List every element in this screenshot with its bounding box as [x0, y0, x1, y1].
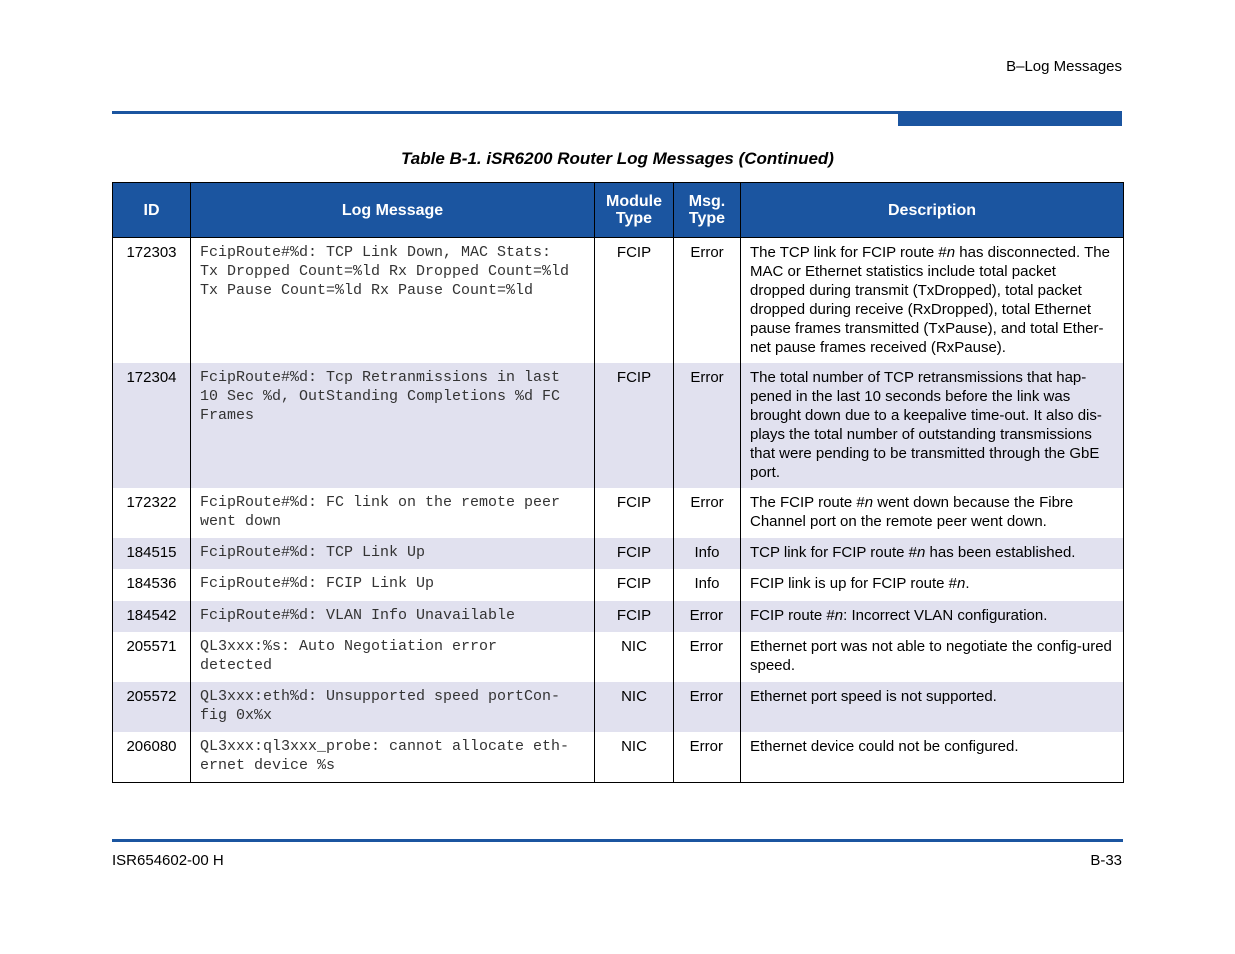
log-message-line: FcipRoute#%d: TCP Link Up	[200, 544, 426, 561]
msg-type: Error	[674, 601, 741, 632]
msg-type: Info	[674, 538, 741, 569]
table-title: Table B-1. iSR6200 Router Log Messages (Continued)	[401, 149, 834, 168]
description-text: TCP link for FCIP route #	[750, 544, 918, 561]
description-text: : Incorrect VLAN configuration.	[843, 607, 1048, 624]
log-message-line: FcipRoute#%d: TCP Link Down, MAC Stats:	[200, 244, 552, 261]
message-id: 184542	[113, 601, 191, 632]
message-id: 172303	[113, 238, 191, 364]
table-row	[113, 569, 1124, 601]
description-variable: n	[946, 244, 956, 261]
description	[741, 238, 1124, 364]
footer-rule	[112, 839, 1123, 842]
msg-type: Error	[674, 682, 741, 732]
log-message-line: fig 0x%x	[200, 707, 273, 724]
log-message-line: FcipRoute#%d: Tcp Retranmissions in last	[200, 369, 561, 386]
description-text: The FCIP route #	[750, 494, 865, 511]
message-id: 205572	[113, 682, 191, 732]
log-message-line: Tx Pause Count=%ld Rx Pause Count=%ld	[200, 282, 534, 299]
module-type: FCIP	[595, 238, 674, 364]
log-message-line: FcipRoute#%d: FCIP Link Up	[200, 575, 435, 592]
description-variable: n	[957, 575, 966, 592]
description-text: The TCP link for FCIP route #	[750, 244, 947, 261]
log-message-line: 10 Sec %d, OutStanding Completions %d FC	[200, 388, 561, 405]
msg-type: Error	[674, 363, 741, 488]
description-text: Ethernet device could not be configured.	[750, 738, 1019, 755]
log-message-line: QL3xxx:eth%d: Unsupported speed portCon-	[200, 688, 561, 705]
module-type: NIC	[595, 682, 674, 732]
description-variable: n	[864, 494, 874, 511]
msg-type: Error	[674, 632, 741, 682]
header-rule-accent	[898, 111, 1122, 126]
log-message	[191, 732, 595, 782]
log-message-line: QL3xxx:ql3xxx_probe: cannot allocate eth-	[200, 738, 570, 755]
log-message	[191, 569, 595, 601]
description	[741, 488, 1124, 538]
log-messages-table	[112, 182, 1124, 783]
table-row	[113, 363, 1124, 488]
log-message	[191, 538, 595, 569]
description-text: The total number of TCP retransmissions that hap-pened in the last 10 seconds before the link was brought down due to a keepalive time-out. It also dis-plays the total number of outstanding transmissions that were pending to be transmitted through the GbE port.	[750, 369, 1102, 481]
document-id: ISR654602-00 H	[112, 852, 224, 869]
module-header-line-2: Type	[615, 210, 653, 227]
description	[741, 682, 1124, 732]
msg-type: Info	[674, 569, 741, 601]
description	[741, 632, 1124, 682]
description-text: Ethernet port speed is not supported.	[750, 688, 997, 705]
description	[741, 732, 1124, 782]
log-message	[191, 682, 595, 732]
column-header-id: ID	[113, 183, 191, 238]
page-number: B-33	[1090, 852, 1122, 869]
module-type: FCIP	[595, 538, 674, 569]
msgtype-header-line-2: Type	[688, 210, 726, 227]
module-header-line-1: Module	[606, 193, 662, 210]
table-row	[113, 538, 1124, 569]
module-type: NIC	[595, 632, 674, 682]
msg-type: Error	[674, 488, 741, 538]
log-message-line: detected	[200, 657, 273, 674]
module-type: FCIP	[595, 601, 674, 632]
table-row	[113, 632, 1124, 682]
module-type: FCIP	[595, 363, 674, 488]
message-id: 172322	[113, 488, 191, 538]
module-type: FCIP	[595, 488, 674, 538]
description-text: .	[965, 575, 970, 592]
message-id: 184515	[113, 538, 191, 569]
message-id: 184536	[113, 569, 191, 601]
log-message-line: Frames	[200, 407, 255, 424]
message-id: 172304	[113, 363, 191, 488]
table-body	[113, 238, 1124, 783]
column-header-description: Description	[741, 183, 1124, 238]
log-message	[191, 601, 595, 632]
message-id: 205571	[113, 632, 191, 682]
table-row	[113, 488, 1124, 538]
description-variable: n	[917, 544, 926, 561]
log-message-line: QL3xxx:%s: Auto Negotiation error	[200, 638, 498, 655]
description	[741, 569, 1124, 601]
log-message	[191, 488, 595, 538]
log-message	[191, 632, 595, 682]
log-message-line: Tx Dropped Count=%ld Rx Dropped Count=%ld	[200, 263, 570, 280]
log-message-line: went down	[200, 513, 282, 530]
description-text: Ethernet port was not able to negotiate the config-ured speed.	[750, 638, 1112, 674]
column-header-log-message: Log Message	[191, 183, 595, 238]
log-message-line: FcipRoute#%d: VLAN Info Unavailable	[200, 607, 516, 624]
description-text: has disconnected. The MAC or Ethernet statistics include total packet dropped during transmit (TxDropped), total packet dropped during receive (RxDropped), total Ethernet pause frames transmitted (TxPause), and total Ether-net pause frames received (RxPause).	[750, 244, 1110, 356]
description	[741, 363, 1124, 488]
table-row	[113, 601, 1124, 632]
table-row	[113, 238, 1124, 364]
table-row	[113, 732, 1124, 782]
log-message	[191, 238, 595, 364]
description-text: has been established.	[925, 544, 1076, 561]
column-header-msg-type	[674, 183, 741, 238]
description-text: FCIP route #	[750, 607, 835, 624]
log-message	[191, 363, 595, 488]
description-variable: n	[834, 607, 844, 624]
module-type: FCIP	[595, 569, 674, 601]
table-header-row	[113, 183, 1124, 238]
column-header-module-type	[595, 183, 674, 238]
description	[741, 601, 1124, 632]
message-id: 206080	[113, 732, 191, 782]
module-type: NIC	[595, 732, 674, 782]
log-message-line: FcipRoute#%d: FC link on the remote peer	[200, 494, 561, 511]
log-message-line: ernet device %s	[200, 757, 336, 774]
msgtype-header-line-1: Msg.	[688, 193, 726, 210]
msg-type: Error	[674, 238, 741, 364]
description-text: went down because the Fibre Channel port on the remote peer went down.	[750, 494, 1074, 530]
header-rule	[112, 111, 898, 114]
description-text: FCIP link is up for FCIP route #	[750, 575, 958, 592]
table-row	[113, 682, 1124, 732]
section-label: B–Log Messages	[1006, 58, 1122, 75]
msg-type: Error	[674, 732, 741, 782]
description	[741, 538, 1124, 569]
